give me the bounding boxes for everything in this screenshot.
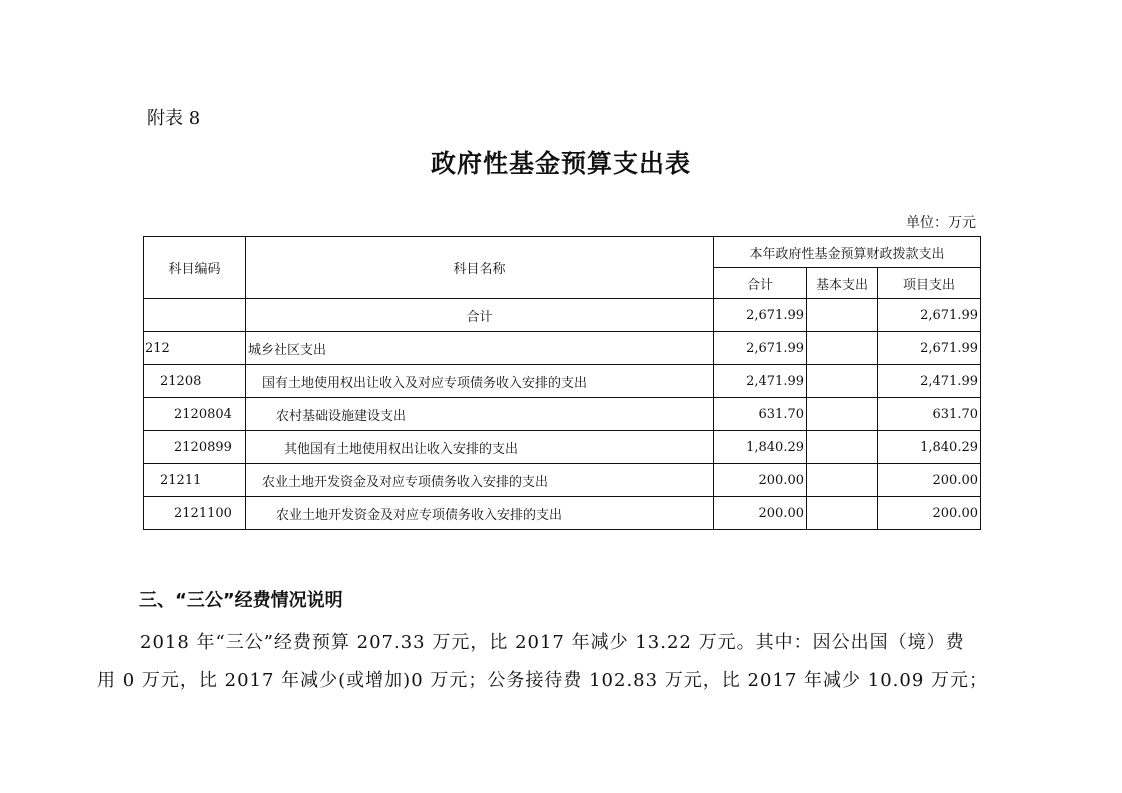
row-name: 农村基础设施建设支出: [246, 398, 714, 431]
row-code: 2120804: [144, 398, 246, 431]
row-name: 农业土地开发资金及对应专项债务收入安排的支出: [246, 497, 714, 530]
paragraph-line-2: 用 0 万元，比 2017 年减少(或增加)0 万元；公务接待费 102.83 万元，比 2017 年减少 10.09 万元；: [97, 670, 989, 691]
paragraph-line-1: 2018 年“三公”经费预算 207.33 万元，比 2017 年减少 13.22 万元。其中：因公出国（境）费: [140, 632, 965, 653]
table-row: [144, 464, 981, 497]
row-name: 国有土地使用权出让收入及对应专项债务收入安排的支出: [246, 365, 714, 398]
row-basic: [807, 332, 878, 365]
row-code: 21208: [144, 365, 246, 398]
row-project: 2,471.99: [878, 365, 981, 398]
section-heading: 三、“三公”经费情况说明: [139, 590, 343, 611]
table-row: [144, 299, 981, 332]
table-row: [144, 365, 981, 398]
row-code: [144, 299, 246, 332]
row-basic: [807, 497, 878, 530]
row-project: 200.00: [878, 464, 981, 497]
row-total: 200.00: [714, 464, 807, 497]
row-project: 1,840.29: [878, 431, 981, 464]
row-name: 城乡社区支出: [246, 332, 714, 365]
row-total: 2,471.99: [714, 365, 807, 398]
row-basic: [807, 365, 878, 398]
row-name: 其他国有土地使用权出让收入安排的支出: [246, 431, 714, 464]
header-code: 科目编码: [144, 237, 246, 299]
row-code: 2121100: [144, 497, 246, 530]
row-total: 2,671.99: [714, 299, 807, 332]
row-name: 农业土地开发资金及对应专项债务收入安排的支出: [246, 464, 714, 497]
row-basic: [807, 464, 878, 497]
table-row: [144, 332, 981, 365]
header-basic: 基本支出: [807, 268, 878, 299]
row-total: 2,671.99: [714, 332, 807, 365]
row-code: 21211: [144, 464, 246, 497]
row-basic: [807, 431, 878, 464]
table-row: [144, 497, 981, 530]
row-basic: [807, 299, 878, 332]
table-row: [144, 431, 981, 464]
header-total: 合计: [714, 268, 807, 299]
row-project: 631.70: [878, 398, 981, 431]
row-code: 212: [144, 332, 246, 365]
row-total: 1,840.29: [714, 431, 807, 464]
table-row: [144, 398, 981, 431]
row-total: 631.70: [714, 398, 807, 431]
appendix-label: 附表 8: [147, 108, 201, 129]
row-project: 2,671.99: [878, 299, 981, 332]
row-project: 200.00: [878, 497, 981, 530]
row-total: 200.00: [714, 497, 807, 530]
header-project: 项目支出: [878, 268, 981, 299]
unit-label: 单位：万元: [906, 215, 976, 231]
row-basic: [807, 398, 878, 431]
row-project: 2,671.99: [878, 332, 981, 365]
section-paragraph: [97, 624, 1027, 700]
page-title: 政府性基金预算支出表: [430, 149, 691, 178]
row-name: 合计: [246, 299, 714, 332]
budget-table: [143, 236, 981, 530]
header-name: 科目名称: [246, 237, 714, 299]
header-group: 本年政府性基金预算财政拨款支出: [714, 237, 981, 268]
row-code: 2120899: [144, 431, 246, 464]
